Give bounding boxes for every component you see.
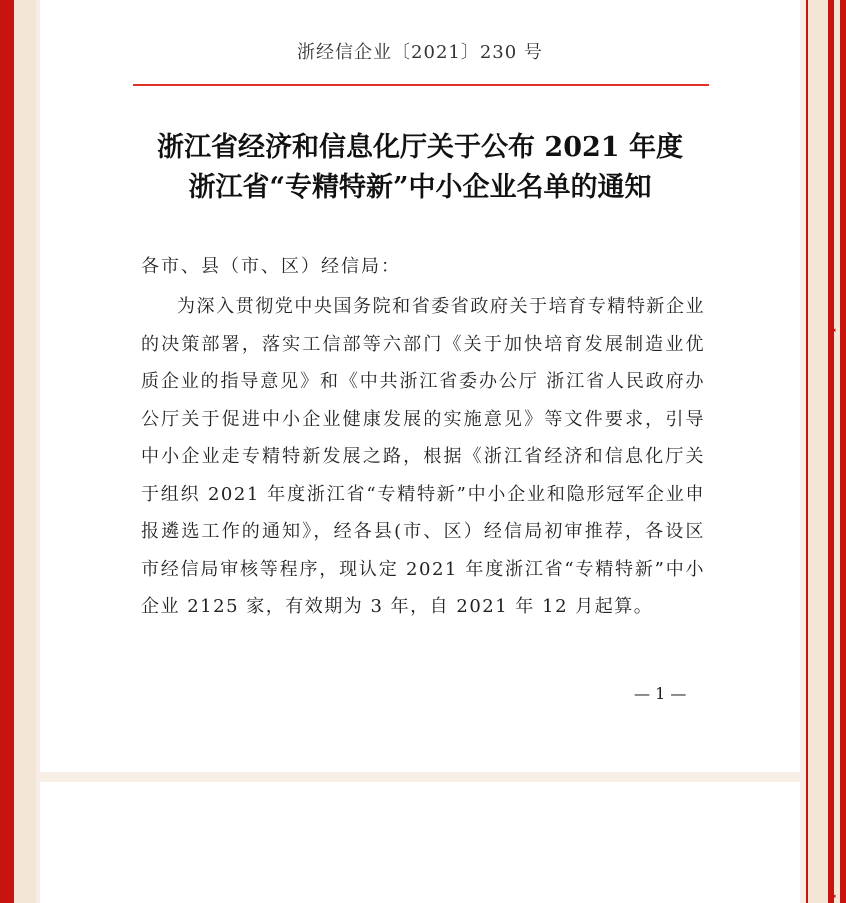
right-red-line <box>806 0 808 903</box>
right-red-bar <box>828 0 834 903</box>
left-margin <box>14 0 36 903</box>
body-paragraph: 为深入贯彻党中央国务院和省委省政府关于培育专精特新企业的决策部署，落实工信部等六部门《关于加快培育发展制造业优质企业的指导意见》和《中共浙江省委办公厅 浙江省人民政府办公厅关于促进中小企业健康发展的实施意见》等文件要求，引导中小企业走专精特新发展之路，根据《浙江省经济和信息化厅关于组织 2021 年度浙江省“专精特新”中小企业和隐形冠军企业申报遴选工作的通知》，经各县(市、区）经信局初审推荐，各设区市经信局审核等程序，现认定 2021 年度浙江省“专精特新”中小企业 2125 家，有效期为 3 年，自 2021 年 12 月起算。 <box>141 296 705 617</box>
scroll-marker-icon: ◂ <box>832 326 836 334</box>
left-red-border <box>0 0 14 903</box>
document-page-1 <box>40 0 800 772</box>
red-header-rule <box>133 84 709 86</box>
title-line-1: 浙江省经济和信息化厅关于公布 2021 年度 <box>157 132 683 163</box>
salutation: 各市、县（市、区）经信局： <box>141 256 401 277</box>
document-number: 浙经信企业〔2021〕230 号 <box>297 42 543 63</box>
right-red-edge <box>840 0 846 903</box>
document-page-2 <box>40 782 800 903</box>
document-title <box>40 128 800 208</box>
scroll-marker-icon: ◂ <box>832 892 836 900</box>
page-number: — 1 — <box>634 684 687 703</box>
title-line-2: 浙江省“专精特新”中小企业名单的通知 <box>188 172 652 203</box>
